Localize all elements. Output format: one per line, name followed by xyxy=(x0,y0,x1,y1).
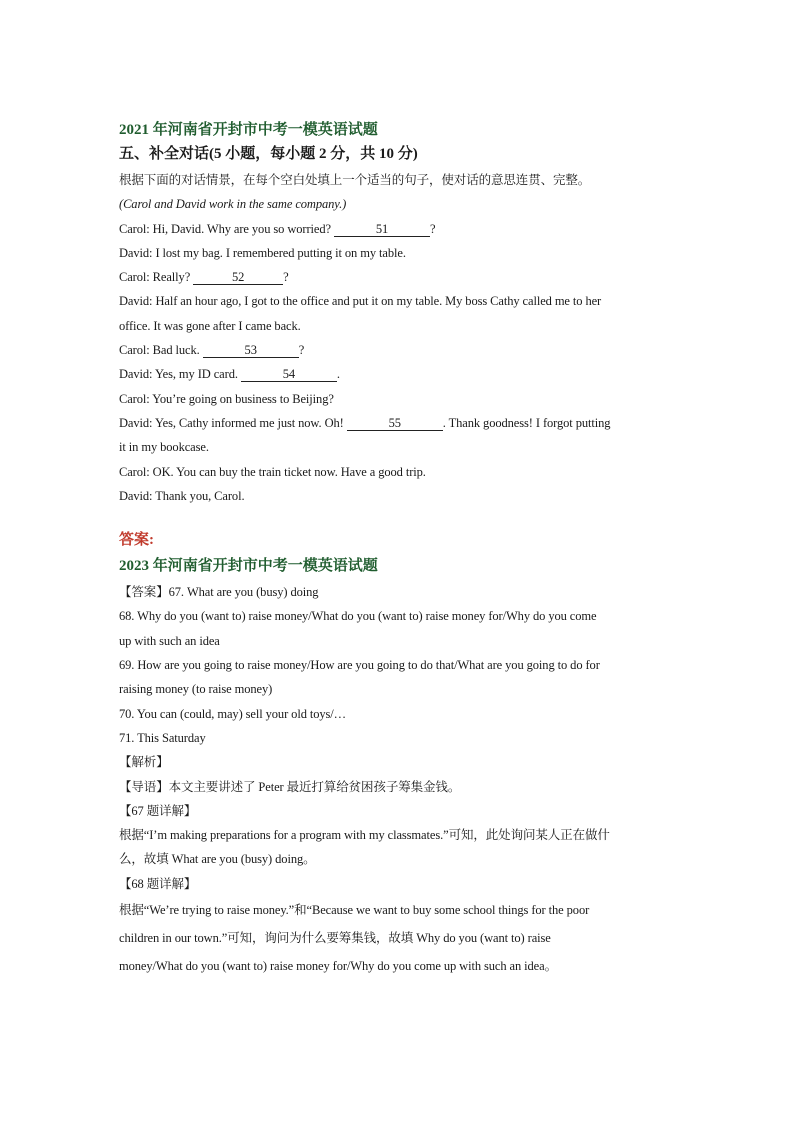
answer-line: 【68 题详解】 xyxy=(119,876,197,891)
dialog-text-after: . xyxy=(336,367,340,382)
dialog-text: David: Yes, Cathy informed me just now. Oh! xyxy=(119,415,347,430)
answer-blank-53[interactable]: 53 xyxy=(203,343,299,358)
dialog-text: David: Yes, my ID card. xyxy=(119,367,241,382)
section-heading: 五、补全对话(5 小题，每小题 2 分，共 10 分) xyxy=(119,146,418,162)
answer-line: 【答案】67. What are you (busy) doing xyxy=(119,585,319,600)
answer-line: 69. How are you going to raise money/How are you going to do that/What are you going to do for xyxy=(119,658,600,673)
dialog-text: it in my bookcase. xyxy=(119,440,209,455)
answer-label: 答案: xyxy=(119,532,154,549)
answer-blank-55[interactable]: 55 xyxy=(347,416,443,431)
dialog-block xyxy=(119,217,679,509)
answer-line: 71. This Saturday xyxy=(119,730,206,745)
dialog-text: Carol: OK. You can buy the train ticket now. Have a good trip. xyxy=(119,464,426,479)
document-page xyxy=(119,120,679,980)
dialog-text: Carol: Really? xyxy=(119,270,194,285)
dialog-line xyxy=(119,265,679,289)
answer-blank-52[interactable]: 52 xyxy=(193,270,283,285)
dialog-line xyxy=(119,241,679,265)
dialog-text: David: Half an hour ago, I got to the office and put it on my table. My boss Cathy called me to her xyxy=(119,294,602,309)
answer-line: money/What do you (want to) raise money for/Why do you come up with such an idea。 xyxy=(119,959,557,974)
dialog-text-after: ? xyxy=(429,221,436,236)
dialog-text-after: ? xyxy=(283,270,289,285)
dialog-text: David: Thank you, Carol. xyxy=(119,488,245,503)
dialog-line xyxy=(119,484,679,508)
dialog-line xyxy=(119,217,679,241)
dialog-line xyxy=(119,314,679,338)
dialog-line xyxy=(119,289,679,313)
answer-line: children in our town.”可知，询问为什么要筹集钱，故填 Why do you (want to) raise xyxy=(119,931,551,946)
answer-line: 【67 题详解】 xyxy=(119,803,197,818)
dialog-text: David: I lost my bag. I remembered putting it on my table. xyxy=(119,245,406,260)
dialog-text: Carol: You’re going on business to Beijing? xyxy=(119,391,334,406)
dialog-line xyxy=(119,362,679,386)
dialog-line xyxy=(119,435,679,459)
answer-line: 【解析】 xyxy=(119,755,169,770)
answer-line: 【导语】本文主要讲述了 Peter 最近打算给贫困孩子筹集金钱。 xyxy=(119,779,461,794)
dialog-line xyxy=(119,411,679,435)
answer-line: raising money (to raise money) xyxy=(119,682,273,697)
answer-blank-54[interactable]: 54 xyxy=(241,367,337,382)
answer-line: 么，故填 What are you (busy) doing。 xyxy=(119,852,316,867)
doc-title-2021: 2021 年河南省开封市中考一模英语试题 xyxy=(119,122,378,138)
answers-block xyxy=(119,580,679,980)
answer-line: up with such an idea xyxy=(119,633,220,648)
dialog-text: Carol: Hi, David. Why are you so worried? xyxy=(119,221,334,236)
dialog-text: Carol: Bad luck. xyxy=(119,343,203,358)
dialog-text: office. It was gone after I came back. xyxy=(119,318,301,333)
dialog-text-after: ? xyxy=(298,343,305,358)
dialog-line xyxy=(119,460,679,484)
dialog-text-after: . Thank goodness! I forgot putting xyxy=(442,415,611,430)
doc-title-2023: 2023 年河南省开封市中考一模英语试题 xyxy=(119,558,378,575)
instruction-text: 根据下面的对话情景，在每个空白处填上一个适当的句子，使对话的意思连贯、完整。 xyxy=(119,173,591,187)
dialog-line xyxy=(119,338,679,362)
dialog-line xyxy=(119,387,679,411)
answer-line: 根据“I’m making preparations for a program with my classmates.”可知，此处询问某人正在做什 xyxy=(119,828,610,843)
answer-blank-51[interactable]: 51 xyxy=(334,222,430,237)
answer-line: 根据“We’re trying to raise money.”和“Because we want to buy some school things for the poor xyxy=(119,903,590,918)
answer-line: 70. You can (could, may) sell your old toys/… xyxy=(119,706,347,721)
dialog-context: (Carol and David work in the same company.) xyxy=(119,197,347,212)
answer-line: 68. Why do you (want to) raise money/What do you (want to) raise money for/Why do you come xyxy=(119,609,597,624)
